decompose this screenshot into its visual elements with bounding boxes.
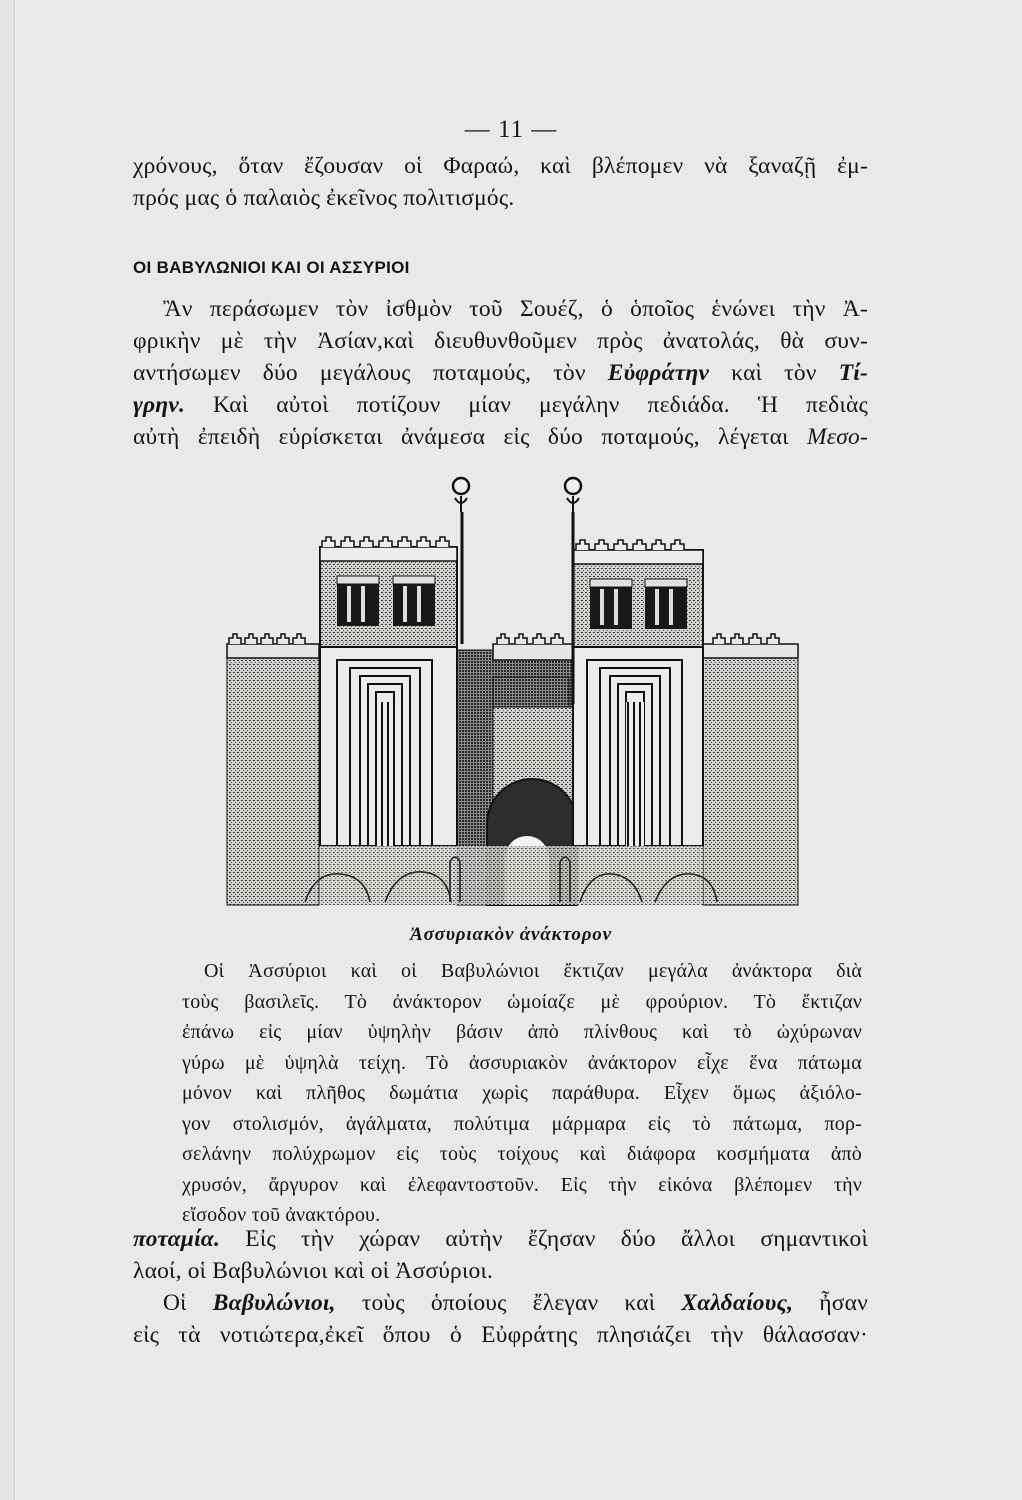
top-paragraph: [133, 150, 868, 214]
right-wall-battlements: [703, 634, 798, 658]
text-line: Οἱ Ἀσσύριοι καὶ οἱ Βαβυλώνιοι ἔκτιζαν μεγάλα ἀνάκτορα διὰ: [204, 960, 862, 982]
text-line: γύρω μὲ ὑψηλὰ τείχη. Τὸ ἀσσυριακὸν ἀνάκτορον εἶχε ἕνα πάτωμα: [182, 1051, 862, 1074]
right-wall: [703, 650, 798, 905]
text-run: Καὶ αὐτοὶ ποτίζουν μίαν μεγάλην πεδιάδα. Ἡ πεδιὰς: [185, 392, 868, 418]
text-run: Οἱ: [163, 1290, 213, 1316]
chaldeans-term: Χαλδαίους,: [681, 1290, 794, 1316]
text-line: πρός μας ὁ παλαιὸς ἐκεῖνος πολιτισμός.: [133, 185, 515, 211]
mesopotamia-term-cont: ποταμία.: [133, 1226, 221, 1252]
tigris-term-cont: γρην.: [133, 392, 186, 418]
text-line: τοὺς βασιλεῖς. Τὸ ἀνάκτορον ὡμοίαζε μὲ φρούριον. Τὸ ἔκτιζαν: [182, 990, 862, 1013]
text-line: [133, 389, 868, 421]
text-line: [133, 1287, 868, 1319]
text-line: εἴσοδον τοῦ ἀνακτόρου.: [182, 1204, 381, 1226]
text-run: ἦσαν: [793, 1290, 868, 1316]
text-line: λαοί, οἱ Βαβυλώνιοι καὶ οἱ Ἀσσύριοι.: [133, 1258, 494, 1284]
text-line: χρόνους, ὅταν ἔζουσαν οἱ Φαραώ, καὶ βλέπομεν νὰ ξαναζῇ ἐμ-: [133, 153, 868, 179]
palace-gate-illustration: [225, 472, 800, 912]
left-wall: [227, 650, 319, 905]
text-run: αὐτὴ ἐπειδὴ εὑρίσκεται ἀνάμεσα εἰς δύο ποταμούς, λέγεται: [133, 424, 807, 450]
relief-base: [320, 846, 703, 905]
gate-frieze: [493, 677, 569, 707]
text-run: καὶ τὸν: [709, 360, 839, 386]
text-line: εἰς τὰ νοτιώτερα,ἐκεῖ ὅπου ὁ Εὐφράτης πλησιάζει τὴν θάλασσαν·: [133, 1322, 868, 1348]
left-wall-battlements: [227, 634, 319, 658]
text-run: τοὺς ὁποίους ἔλεγαν καὶ: [335, 1290, 682, 1316]
right-tower-crenellations: [573, 540, 703, 564]
text-run: Εἰς τὴν χώραν αὐτὴν ἔζησαν δύο ἄλλοι σημαντικοὶ: [220, 1226, 868, 1252]
intro-paragraph: [133, 293, 868, 453]
text-line: [133, 357, 868, 389]
bottom-paragraph: [133, 1223, 868, 1351]
figure-caption: Ἀσσυριακὸν ἀνάκτορον: [410, 924, 612, 945]
text-line: [133, 1223, 868, 1255]
text-run: αντήσωμεν δύο μεγάλους ποταμούς, τὸν: [133, 360, 608, 386]
babylonians-term: Βαβυλώνιοι,: [212, 1290, 336, 1316]
text-line: χρυσόν, ἄργυρον καὶ ἐλεφαντοστοῦν. Εἰς τὴν εἰκόνα βλέπομεν τὴν: [182, 1173, 862, 1196]
mesopotamia-term: Μεσο-: [806, 424, 868, 450]
text-line: ἐπάνω εἰς μίαν ὑψηλὴν βάσιν ἀπὸ πλίνθους καὶ τὸ ὠχύρωναν: [182, 1021, 862, 1043]
page-number: — 11 —: [464, 116, 558, 143]
text-line: φρικὴν μὲ τὴν Ἀσίαν,καὶ διευθυνθοῦμεν πρὸς ἀνατολάς, θὰ συν-: [133, 328, 868, 354]
text-line: σελάνην πολύχρωμον εἰς τοὺς τοίχους καὶ διάφορα κοσμήματα ἀπὸ: [182, 1143, 862, 1165]
text-line: γον στολισμόν, ἀγάλματα, πολύτιμα μάρμαρα εἰς τὸ πάτωμα, πορ-: [182, 1112, 862, 1135]
tigris-term: Τί-: [838, 360, 868, 386]
euphrates-term: Εὐφράτην: [607, 360, 710, 386]
page-edge: [0, 0, 15, 1500]
text-line: Ἂν περάσωμεν τὸν ἰσθμὸν τοῦ Σουέζ, ὁ ὁποῖος ἑνώνει τὴν Ἀ-: [163, 296, 868, 322]
center-battlements: [493, 634, 573, 660]
text-line: μόνον καὶ πλῆθος δωμάτια χωρὶς παράθυρα. Εἶχεν ὅμως ἀξιόλο-: [182, 1082, 862, 1104]
left-tower-crenellations: [320, 537, 457, 561]
text-line: [133, 421, 868, 453]
figure-description: [182, 956, 862, 1231]
section-heading: ΟΙ ΒΑΒΥΛΩΝΙΟΙ ΚΑΙ ΟΙ ΑΣΣΥΡΙΟΙ: [133, 258, 410, 277]
